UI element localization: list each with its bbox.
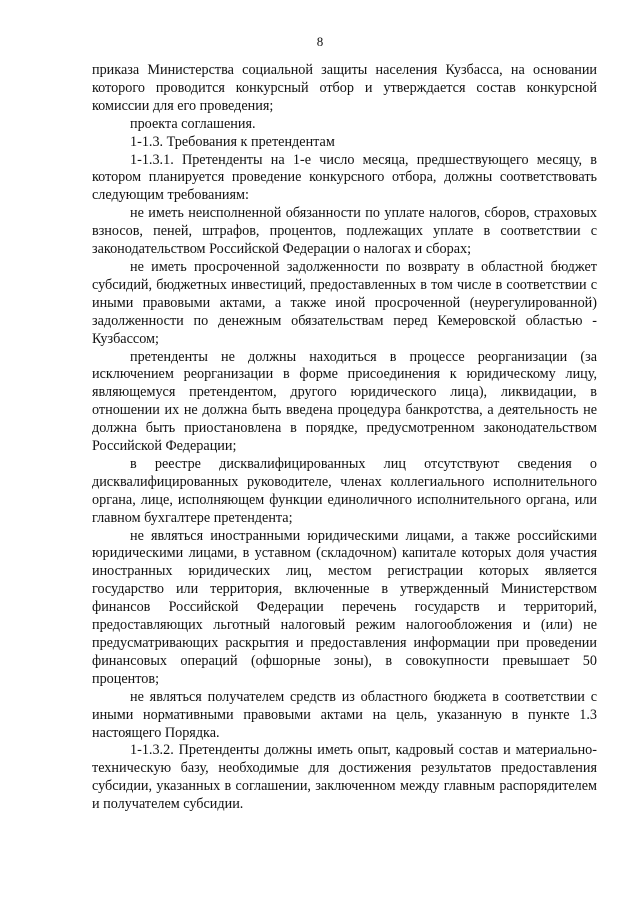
paragraph-requirement-intro: 1-1.3.1. Претенденты на 1-е число месяца, предшествующего месяцу, в котором планируется проведение конкурсного отбора, должны соответствовать следующим требованиям:: [92, 151, 597, 204]
document-body: [92, 62, 597, 814]
paragraph-requirement-disqualified: в реестре дисквалифицированных лиц отсутствуют сведения о дисквалифицированных руководителе, членах коллегиального исполнительного органа, лице, исполняющем функции единоличного исполнительного органа, или главном бухгалтере претендента;: [92, 455, 597, 526]
paragraph-requirement-experience: 1-1.3.2. Претенденты должны иметь опыт, кадровый состав и материально-техническую базу, необходимые для достижения результатов предоставления субсидии, указанных в соглашении, заключенном между главным распорядителем и получателем субсидии.: [92, 742, 597, 813]
paragraph-draft-agreement: проекта соглашения.: [130, 115, 256, 132]
paragraph-requirement-budget: не являться получателем средств из областного бюджета в соответствии с иными нормативными правовыми актами на цель, указанную в пункте 1.3 настоящего Порядка.: [92, 688, 597, 741]
paragraph-requirement-reorganization: претенденты не должны находиться в процессе реорганизации (за исключением реорганизации в форме присоединения к юридическому лицу, являющемуся претендентом, другого юридического лица), ликвидации, в отношении их не должна быть введена процедура банкротства, а деятельность не должна быть приостановлена в порядке, предусмотренном законодательством Российской Федерации;: [92, 348, 597, 455]
paragraph-order-basis: приказа Министерства социальной защиты населения Кузбасса, на основании которого проводится конкурсный отбор и утверждается состав конкурсной комиссии для его проведения;: [92, 62, 597, 114]
paragraph-requirement-debt: не иметь просроченной задолженности по возврату в областной бюджет субсидий, бюджетных инвестиций, предоставленных в том числе в соответствии с иными правовыми актами, а также иной просроченной (неурегулированной) задолженности по денежным обязательствам перед Кемеровской областью - Кузбассом;: [92, 258, 597, 347]
section-heading-requirements: 1-1.3. Требования к претендентам: [130, 133, 335, 150]
paragraph-requirement-foreign: не являться иностранными юридическими лицами, а также российскими юридическими лицами, в уставном (складочном) капитале которых доля участия иностранных юридических лиц, местом регистрации которых является государство или территория, включенные в утвержденный Министерством финансов Российской Федерации перечень государств и территорий, предоставляющих льготный налоговый режим налогообложения и (или) не предусматривающих раскрытия и предоставления информации при проведении финансовых операций (офшорные зоны), в совокупности превышает 50 процентов;: [92, 527, 597, 687]
page-number: 8: [316, 34, 324, 49]
paragraph-requirement-taxes: не иметь неисполненной обязанности по уплате налогов, сборов, страховых взносов, пеней, штрафов, процентов, подлежащих уплате в соответствии с законодательством Российской Федерации о налогах и сборах;: [92, 205, 597, 258]
